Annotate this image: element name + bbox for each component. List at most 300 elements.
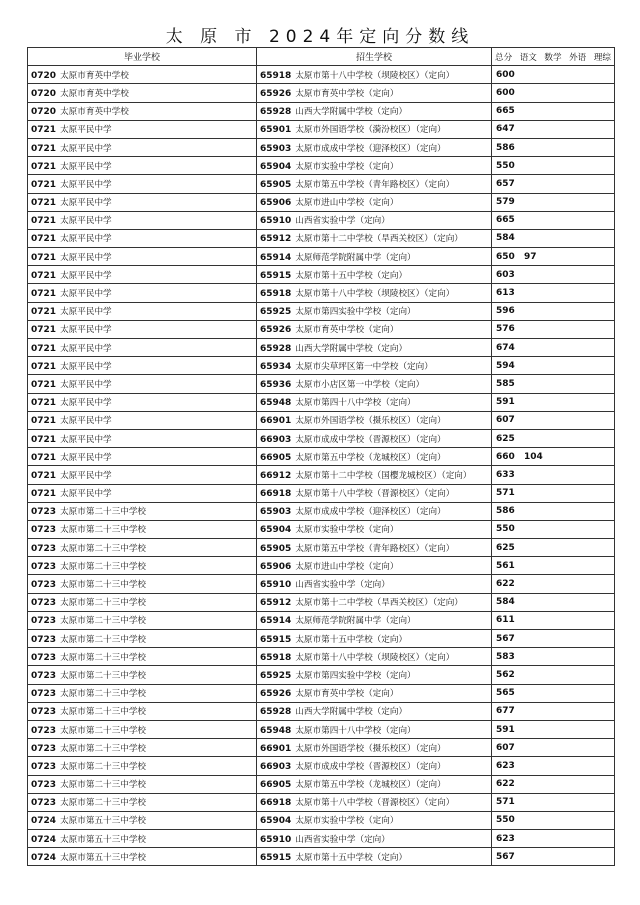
- enroll-school-cell: [257, 84, 492, 102]
- grad-school-cell: [28, 339, 257, 357]
- enroll-school-cell: [257, 266, 492, 284]
- header-chinese: 语文: [519, 52, 537, 63]
- grad-school-cell: [28, 775, 257, 793]
- enroll-school-name: 太原市外国语学校（漪汾校区）（定向）: [295, 125, 446, 136]
- table-row: [28, 848, 615, 866]
- table-row: [28, 211, 615, 229]
- grad-school-cell: [28, 375, 257, 393]
- grad-school-cell: [28, 575, 257, 593]
- total-score: 571: [496, 488, 515, 499]
- table-row: [28, 120, 615, 138]
- enroll-school-name: 太原市成成中学校（迎泽校区）（定向）: [295, 143, 446, 154]
- grad-school-code: 0721: [31, 452, 57, 463]
- grad-school-name: 太原市第五十三中学校: [60, 816, 147, 827]
- grad-school-code: 0721: [31, 379, 57, 390]
- enroll-school-code: 65918: [260, 289, 292, 300]
- enroll-school-cell: [257, 611, 492, 629]
- grad-school-code: 0723: [31, 670, 57, 681]
- grad-school-cell: [28, 611, 257, 629]
- grad-school-code: 0721: [31, 470, 57, 481]
- table-header-row: [28, 48, 615, 66]
- enroll-school-name: 太原市第十五中学校（定向）: [295, 852, 408, 863]
- grad-school-code: 0723: [31, 580, 57, 591]
- score-cell: [492, 466, 615, 484]
- grad-school-code: 0720: [31, 107, 57, 118]
- grad-school-code: 0721: [31, 125, 57, 136]
- grad-school-cell: [28, 193, 257, 211]
- enroll-school-name: 太原市成成中学校（晋源校区）（定向）: [295, 434, 446, 445]
- enroll-school-code: 65904: [260, 161, 292, 172]
- grad-school-cell: [28, 320, 257, 338]
- enroll-school-code: 65901: [260, 125, 292, 136]
- enroll-school-name: 太原市第五中学校（龙城校区）（定向）: [295, 780, 446, 791]
- chinese-score: 104: [524, 451, 543, 462]
- enroll-school-name: 太原市育英中学校（定向）: [295, 689, 399, 700]
- grad-school-cell: [28, 120, 257, 138]
- enroll-school-name: 太原市第十八中学校（坝陵校区）（定向）: [295, 652, 455, 663]
- enroll-school-cell: [257, 539, 492, 557]
- grad-school-cell: [28, 302, 257, 320]
- total-score: 600: [496, 69, 515, 80]
- grad-school-cell: [28, 557, 257, 575]
- score-cell: [492, 66, 615, 84]
- enroll-school-cell: [257, 557, 492, 575]
- enroll-school-name: 太原市实验中学校（定向）: [295, 161, 399, 172]
- grad-school-cell: [28, 393, 257, 411]
- enroll-school-code: 65948: [260, 725, 292, 736]
- grad-school-cell: [28, 666, 257, 684]
- grad-school-cell: [28, 284, 257, 302]
- grad-school-cell: [28, 793, 257, 811]
- total-score: 596: [496, 306, 515, 317]
- total-score: 586: [496, 506, 515, 517]
- enroll-school-code: 65936: [260, 379, 292, 390]
- enroll-school-cell: [257, 757, 492, 775]
- enroll-school-code: 65928: [260, 107, 292, 118]
- enroll-school-code: 65912: [260, 598, 292, 609]
- enroll-school-code: 65910: [260, 834, 292, 845]
- grad-school-code: 0723: [31, 652, 57, 663]
- table-row: [28, 648, 615, 666]
- enroll-school-code: 65905: [260, 543, 292, 554]
- enroll-school-code: 65928: [260, 707, 292, 718]
- grad-school-code: 0721: [31, 161, 57, 172]
- table-row: [28, 138, 615, 156]
- grad-school-name: 太原市第二十三中学校: [60, 580, 147, 591]
- enroll-school-name: 太原市第十五中学校（定向）: [295, 634, 408, 645]
- page-title: 太 原 市 2024年定向分数线: [165, 27, 475, 47]
- enroll-school-code: 65912: [260, 234, 292, 245]
- table-row: [28, 466, 615, 484]
- enroll-school-code: 65918: [260, 652, 292, 663]
- enroll-school-cell: [257, 848, 492, 866]
- score-cell: [492, 157, 615, 175]
- enroll-school-name: 太原市外国语学校（摄乐校区）（定向）: [295, 416, 446, 427]
- table-row: [28, 830, 615, 848]
- table-row: [28, 575, 615, 593]
- grad-school-code: 0721: [31, 398, 57, 409]
- enroll-school-cell: [257, 775, 492, 793]
- score-cell: [492, 357, 615, 375]
- grad-school-cell: [28, 84, 257, 102]
- grad-school-cell: [28, 466, 257, 484]
- total-score: 625: [496, 433, 515, 444]
- enroll-school-code: 66903: [260, 761, 292, 772]
- grad-school-code: 0721: [31, 361, 57, 372]
- total-score: 567: [496, 633, 515, 644]
- total-score: 584: [496, 597, 515, 608]
- grad-school-cell: [28, 138, 257, 156]
- score-cell: [492, 848, 615, 866]
- table-row: [28, 193, 615, 211]
- enroll-school-cell: [257, 830, 492, 848]
- enroll-school-code: 66912: [260, 470, 292, 481]
- table-row: [28, 84, 615, 102]
- enroll-school-name: 太原市实验中学校（定向）: [295, 816, 399, 827]
- chinese-score: 97: [524, 251, 537, 262]
- enroll-school-name: 山西大学附属中学校（定向）: [295, 343, 408, 354]
- enroll-school-code: 65934: [260, 361, 292, 372]
- score-cell: [492, 648, 615, 666]
- total-score: 633: [496, 469, 515, 480]
- grad-school-code: 0723: [31, 707, 57, 718]
- enroll-school-cell: [257, 466, 492, 484]
- score-table: [27, 47, 615, 866]
- total-score: 650: [496, 251, 515, 262]
- grad-school-name: 太原平民中学: [60, 179, 112, 190]
- grad-school-code: 0721: [31, 416, 57, 427]
- enroll-school-code: 66905: [260, 780, 292, 791]
- total-score: 583: [496, 651, 515, 662]
- enroll-school-cell: [257, 102, 492, 120]
- grad-school-cell: [28, 811, 257, 829]
- enroll-school-cell: [257, 229, 492, 247]
- total-score: 571: [496, 797, 515, 808]
- grad-school-code: 0723: [31, 561, 57, 572]
- total-score: 623: [496, 760, 515, 771]
- score-cell: [492, 339, 615, 357]
- grad-school-cell: [28, 211, 257, 229]
- score-cell: [492, 411, 615, 429]
- grad-school-name: 太原平民中学: [60, 398, 112, 409]
- grad-school-cell: [28, 630, 257, 648]
- enroll-school-cell: [257, 429, 492, 447]
- enroll-school-name: 山西省实验中学（定向）: [295, 216, 390, 227]
- score-cell: [492, 84, 615, 102]
- grad-school-cell: [28, 684, 257, 702]
- table-row: [28, 339, 615, 357]
- header-subjects: [492, 48, 615, 66]
- grad-school-cell: [28, 484, 257, 502]
- enroll-school-name: 太原市第十二中学校（国樱龙城校区）（定向）: [295, 470, 472, 481]
- score-cell: [492, 193, 615, 211]
- enroll-school-code: 65904: [260, 816, 292, 827]
- score-cell: [492, 539, 615, 557]
- grad-school-name: 太原市第二十三中学校: [60, 598, 147, 609]
- table-row: [28, 539, 615, 557]
- grad-school-name: 太原平民中学: [60, 252, 112, 263]
- table-row: [28, 593, 615, 611]
- enroll-school-code: 66905: [260, 452, 292, 463]
- enroll-school-code: 65915: [260, 634, 292, 645]
- score-cell: [492, 793, 615, 811]
- grad-school-code: 0721: [31, 289, 57, 300]
- score-cell: [492, 229, 615, 247]
- enroll-school-cell: [257, 302, 492, 320]
- enroll-school-name: 太原市第四实验中学校（定向）: [295, 307, 416, 318]
- table-row: [28, 448, 615, 466]
- enroll-school-cell: [257, 357, 492, 375]
- grad-school-code: 0721: [31, 234, 57, 245]
- score-cell: [492, 429, 615, 447]
- grad-school-name: 太原平民中学: [60, 416, 112, 427]
- enroll-school-name: 太原市第十二中学校（旱西关校区）（定向）: [295, 598, 463, 609]
- enroll-school-cell: [257, 684, 492, 702]
- table-row: [28, 666, 615, 684]
- score-cell: [492, 484, 615, 502]
- enroll-school-cell: [257, 175, 492, 193]
- score-cell: [492, 739, 615, 757]
- score-cell: [492, 775, 615, 793]
- enroll-school-name: 太原市进山中学校（定向）: [295, 561, 399, 572]
- grad-school-code: 0721: [31, 307, 57, 318]
- grad-school-cell: [28, 429, 257, 447]
- table-row: [28, 320, 615, 338]
- grad-school-name: 太原平民中学: [60, 143, 112, 154]
- table-row: [28, 630, 615, 648]
- enroll-school-name: 太原师范学院附属中学（定向）: [295, 252, 416, 263]
- enroll-school-code: 65918: [260, 70, 292, 81]
- table-row: [28, 429, 615, 447]
- enroll-school-code: 65906: [260, 198, 292, 209]
- grad-school-code: 0723: [31, 780, 57, 791]
- grad-school-cell: [28, 720, 257, 738]
- enroll-school-name: 山西大学附属中学校（定向）: [295, 707, 408, 718]
- enroll-school-code: 65915: [260, 852, 292, 863]
- grad-school-code: 0721: [31, 198, 57, 209]
- grad-school-code: 0723: [31, 725, 57, 736]
- table-row: [28, 284, 615, 302]
- enroll-school-cell: [257, 411, 492, 429]
- score-cell: [492, 375, 615, 393]
- grad-school-name: 太原市第二十三中学校: [60, 761, 147, 772]
- score-cell: [492, 830, 615, 848]
- table-row: [28, 502, 615, 520]
- enroll-school-code: 66901: [260, 416, 292, 427]
- score-cell: [492, 120, 615, 138]
- score-cell: [492, 175, 615, 193]
- header-math: 数学: [544, 52, 562, 63]
- grad-school-name: 太原市第五十三中学校: [60, 852, 147, 863]
- total-score: 665: [496, 215, 515, 226]
- grad-school-code: 0721: [31, 434, 57, 445]
- enroll-school-cell: [257, 393, 492, 411]
- enroll-school-cell: [257, 630, 492, 648]
- grad-school-cell: [28, 830, 257, 848]
- enroll-school-name: 太原市成成中学校（迎泽校区）（定向）: [295, 507, 446, 518]
- header-total: 总分: [495, 52, 513, 63]
- table-row: [28, 702, 615, 720]
- enroll-school-cell: [257, 739, 492, 757]
- enroll-school-name: 太原市尖草坪区第一中学校（定向）: [295, 361, 433, 372]
- total-score: 660: [496, 451, 515, 462]
- enroll-school-name: 太原市第十八中学校（晋源校区）（定向）: [295, 798, 455, 809]
- total-score: 674: [496, 342, 515, 353]
- grad-school-name: 太原市第二十三中学校: [60, 725, 147, 736]
- grad-school-cell: [28, 593, 257, 611]
- total-score: 591: [496, 397, 515, 408]
- enroll-school-name: 太原市第五中学校（青年路校区）（定向）: [295, 543, 455, 554]
- enroll-school-code: 66903: [260, 434, 292, 445]
- total-score: 607: [496, 742, 515, 753]
- grad-school-name: 太原市第二十三中学校: [60, 616, 147, 627]
- table-row: [28, 811, 615, 829]
- table-row: [28, 102, 615, 120]
- table-row: [28, 557, 615, 575]
- total-score: 550: [496, 524, 515, 535]
- enroll-school-name: 太原市第五中学校（青年路校区）（定向）: [295, 179, 455, 190]
- enroll-school-cell: [257, 211, 492, 229]
- enroll-school-name: 太原市第四十八中学校（定向）: [295, 398, 416, 409]
- grad-school-name: 太原平民中学: [60, 125, 112, 136]
- total-score: 607: [496, 415, 515, 426]
- grad-school-code: 0724: [31, 852, 57, 863]
- enroll-school-code: 65914: [260, 616, 292, 627]
- total-score: 647: [496, 124, 515, 135]
- total-score: 622: [496, 779, 515, 790]
- grad-school-code: 0723: [31, 598, 57, 609]
- enroll-school-code: 65903: [260, 507, 292, 518]
- enroll-school-name: 太原市第十八中学校（晋源校区）（定向）: [295, 489, 455, 500]
- score-cell: [492, 138, 615, 156]
- grad-school-name: 太原市第二十三中学校: [60, 543, 147, 554]
- grad-school-name: 太原平民中学: [60, 198, 112, 209]
- enroll-school-name: 太原市育英中学校（定向）: [295, 88, 399, 99]
- total-score: 665: [496, 106, 515, 117]
- grad-school-name: 太原市第二十三中学校: [60, 652, 147, 663]
- total-score: 586: [496, 142, 515, 153]
- grad-school-code: 0723: [31, 525, 57, 536]
- enroll-school-cell: [257, 339, 492, 357]
- enroll-school-name: 太原市第五中学校（龙城校区）（定向）: [295, 452, 446, 463]
- grad-school-name: 太原平民中学: [60, 434, 112, 445]
- enroll-school-cell: [257, 120, 492, 138]
- total-score: 584: [496, 233, 515, 244]
- grad-school-code: 0724: [31, 834, 57, 845]
- table-row: [28, 357, 615, 375]
- grad-school-code: 0724: [31, 816, 57, 827]
- enroll-school-cell: [257, 320, 492, 338]
- grad-school-code: 0721: [31, 343, 57, 354]
- enroll-school-cell: [257, 484, 492, 502]
- score-cell: [492, 575, 615, 593]
- total-score: 567: [496, 851, 515, 862]
- enroll-school-cell: [257, 811, 492, 829]
- score-cell: [492, 702, 615, 720]
- enroll-school-name: 太原市第四实验中学校（定向）: [295, 670, 416, 681]
- table-body: [28, 66, 615, 866]
- enroll-school-name: 山西省实验中学（定向）: [295, 580, 390, 591]
- total-score: 562: [496, 669, 515, 680]
- enroll-school-code: 65914: [260, 252, 292, 263]
- grad-school-cell: [28, 157, 257, 175]
- enroll-school-code: 65925: [260, 307, 292, 318]
- grad-school-code: 0723: [31, 743, 57, 754]
- table-row: [28, 484, 615, 502]
- enroll-school-cell: [257, 193, 492, 211]
- grad-school-cell: [28, 66, 257, 84]
- grad-school-name: 太原市第二十三中学校: [60, 561, 147, 572]
- grad-school-name: 太原平民中学: [60, 289, 112, 300]
- enroll-school-cell: [257, 502, 492, 520]
- enroll-school-code: 65926: [260, 325, 292, 336]
- enroll-school-code: 66918: [260, 489, 292, 500]
- score-cell: [492, 720, 615, 738]
- grad-school-name: 太原市第二十三中学校: [60, 507, 147, 518]
- enroll-school-code: 66901: [260, 743, 292, 754]
- total-score: 561: [496, 560, 515, 571]
- grad-school-name: 太原平民中学: [60, 470, 112, 481]
- grad-school-cell: [28, 175, 257, 193]
- grad-school-name: 太原市育英中学校: [60, 70, 129, 81]
- grad-school-cell: [28, 357, 257, 375]
- enroll-school-name: 太原市第四十八中学校（定向）: [295, 725, 416, 736]
- grad-school-name: 太原市育英中学校: [60, 88, 129, 99]
- total-score: 603: [496, 269, 515, 280]
- score-cell: [492, 666, 615, 684]
- grad-school-name: 太原平民中学: [60, 216, 112, 227]
- grad-school-code: 0723: [31, 798, 57, 809]
- grad-school-name: 太原市第二十三中学校: [60, 689, 147, 700]
- enroll-school-code: 65905: [260, 179, 292, 190]
- enroll-school-code: 65948: [260, 398, 292, 409]
- grad-school-cell: [28, 229, 257, 247]
- total-score: 677: [496, 706, 515, 717]
- enroll-school-name: 太原市外国语学校（摄乐校区）（定向）: [295, 743, 446, 754]
- enroll-school-name: 太原市小店区第一中学校（定向）: [295, 379, 425, 390]
- enroll-school-cell: [257, 575, 492, 593]
- table-row: [28, 757, 615, 775]
- grad-school-code: 0721: [31, 270, 57, 281]
- grad-school-name: 太原平民中学: [60, 379, 112, 390]
- score-cell: [492, 302, 615, 320]
- total-score: 565: [496, 688, 515, 699]
- grad-school-cell: [28, 739, 257, 757]
- grad-school-name: 太原平民中学: [60, 452, 112, 463]
- total-score: 600: [496, 87, 515, 98]
- total-score: 622: [496, 579, 515, 590]
- table-row: [28, 375, 615, 393]
- enroll-school-name: 太原市成成中学校（晋源校区）（定向）: [295, 761, 446, 772]
- total-score: 576: [496, 324, 515, 335]
- enroll-school-code: 65906: [260, 561, 292, 572]
- grad-school-name: 太原市育英中学校: [60, 107, 129, 118]
- score-cell: [492, 102, 615, 120]
- score-cell: [492, 520, 615, 538]
- grad-school-cell: [28, 520, 257, 538]
- enroll-school-cell: [257, 66, 492, 84]
- total-score: 657: [496, 178, 515, 189]
- grad-school-name: 太原平民中学: [60, 161, 112, 172]
- enroll-school-cell: [257, 666, 492, 684]
- header-science: 理综: [593, 52, 611, 63]
- total-score: 550: [496, 815, 515, 826]
- grad-school-cell: [28, 702, 257, 720]
- table-row: [28, 266, 615, 284]
- grad-school-code: 0723: [31, 507, 57, 518]
- total-score: 550: [496, 160, 515, 171]
- table-row: [28, 393, 615, 411]
